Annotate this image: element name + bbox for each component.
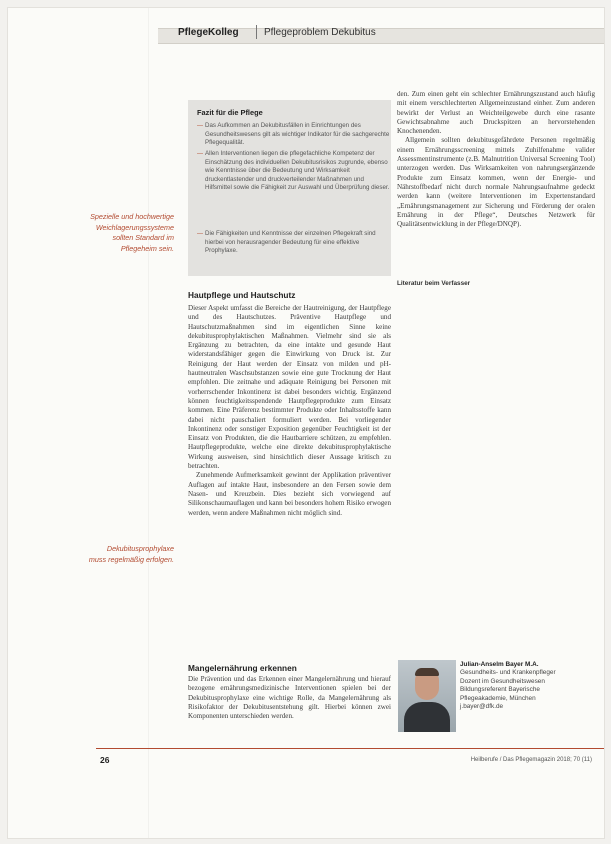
paragraph: den. Zum einen geht ein schlechter Ernährungszustand auch häufig mit einem verschlechterten Allgemeinzustand einher. Zum anderen bewirkt der Verlust an Weichteilgewebe durch eine rasante Gewichtsabnahme auch Druckspitzen an hervorstehenden Knochenenden.	[397, 90, 595, 136]
footer-rule	[96, 748, 604, 749]
author-photo	[398, 660, 456, 732]
page-number: 26	[100, 755, 110, 765]
fazit-item: — Die Fähigkeiten und Kenntnisse der einzelnen Pflegekraft sind hierbei von herausragender Bedeutung für eine effektive Prophylaxe.	[197, 230, 391, 256]
fazit-item: — Das Aufkommen an Dekubitusfällen in Einrichtungen des Gesundheitswesens gilt als wichtiger Indikator für die sachgerechte Pflegequalität.	[197, 122, 391, 148]
hautpflege-text	[188, 304, 391, 518]
side-note-weichlagerung: Spezielle und hochwertige Weichlagerungssysteme sollten Standard im Pflegeheim sein.	[90, 212, 174, 253]
magazine-brand: PflegeKolleg	[178, 27, 239, 38]
footer-source: Heilberufe / Das Pflegemagazin 2018; 70 (11)	[470, 757, 592, 763]
paragraph: Die Prävention und das Erkennen einer Mangelernährung und hierauf bezogene ernährungsmedizinische Interventionen spielen bei der Dekubitusprophylaxe eine wichtige Rolle, da Mangelernährung als Risikofaktor der Dekubitusentstehung gilt. Hierbei können zwei Komponenten unterschieden werden.	[188, 675, 391, 721]
side-note-prophylaxe: Dekubitusprophylaxe muss regelmäßig erfolgen.	[88, 544, 174, 564]
paragraph: Allgemein sollten dekubitusgefährdete Personen regelmäßig einem Ernährungsscreening mittels Zuhilfenahme valider Assessmentinstrumente (z.B. Malnutrition Universal Screening Tool) unterzogen werden. Das Wirksamkeiten von nahrungsergänzende Produkte zum Einsatz kommen, wenn der Energie- und Nährstoffbedarf nicht durch normale Nahrungsaufnahme gedeckt werden kann (weitere Interventionen im Expertenstandard „Ernährungsmanagement zur Sicherung und Förderung der oralen Ernährung in der Pflege“, Deutsches Netzwerk für Qualitätsentwicklung in der Pflege/DNQP).	[397, 136, 595, 229]
heading-hautpflege: Hautpflege und Hautschutz	[188, 290, 296, 300]
author-line: Bildungsreferent Bayerische	[460, 686, 540, 694]
fazit-item: — Allen Interventionen liegen die pflegefachliche Kompetenz der Einschätzung des individuellen Dekubitusrisikos zugrunde, ebenso wie Kenntnisse über die Bedeutung und Wirksamkeit druckentlastender und druckverteilender Maßnahmen und Hilfsmittel sowie die Fähigkeit zur Auswahl und Überprüfung dieser.	[197, 150, 391, 193]
author-line: Dozent im Gesundheitswesen	[460, 677, 545, 685]
author-name: Julian-Anselm Bayer M.A.	[460, 661, 539, 668]
author-line: Gesundheits- und Krankenpfleger	[460, 669, 556, 677]
author-email: j.bayer@dfk.de	[460, 703, 504, 711]
literature-note: Literatur beim Verfasser	[397, 280, 471, 287]
right-column-text	[397, 90, 595, 229]
paragraph: Zunehmende Aufmerksamkeit gewinnt der Applikation präventiver Auflagen auf intakte Haut, insbesondere an den Fersen sowie dem Nasen- und Kreuzbein. Dies bezieht sich vorwiegend auf Silikonschaumauflagen und kann bei besonders hohem Risiko erwogen werden, wenn andere Maßnahmen nicht möglich sind.	[188, 471, 391, 517]
header-separator	[256, 25, 257, 39]
author-line: Pflegeakademie, München	[460, 694, 536, 702]
paragraph: Dieser Aspekt umfasst die Bereiche der Hautreinigung, der Hautpflege und des Hautschutzes. Präventive Hautpflege und Hautschutzmaßnahmen sind im eigentlichen Sinne keine dekubitusprophylaktischen Maßnahmen. Vielmehr sind sie als Ergänzung zu betrachten, da eine intakte und gesunde Haut widerstandsfähiger gegen die Einwirkung von Druck ist. Zur Reinigung der Haut werden der Einsatz von milden und pH-hautneutralen Waschsubstanzen sowie eine gute Trocknung der Haut empfohlen. Die zeitnahe und adäquate Reinigung bei Personen mit vorherrschender Inkontinenz ist dabei besonders wichtig. Ergänzend können feuchtigkeitsspendende Hautpflegeprodukte zum Einsatz kommen. Eine Präferenz bestimmter Produkte oder Inhaltsstoffe kann dabei nicht pauschaliert formuliert werden. Bei vorliegender Inkontinenz oder sonstiger Exposition gegenüber Feuchtigkeit ist der Einsatz von Produkten, die die Hautbarriere schützen, zu empfehlen. Hautpflegeprodukte, welche eine direkte dekubitusprophylaktische Wirkung ausweisen, sind hinsichtlich dieser Aussage kritisch zu betrachten.	[188, 304, 391, 471]
page-fold	[148, 8, 149, 838]
magazine-page	[8, 8, 604, 838]
author-info	[460, 661, 600, 711]
photo-hair	[415, 668, 439, 676]
mangel-text	[188, 675, 391, 721]
fazit-title: Fazit für die Pflege	[197, 108, 263, 117]
heading-mangelernaehrung: Mangelernährung erkennen	[188, 663, 297, 673]
fazit-box	[188, 100, 391, 276]
section-title: Pflegeproblem Dekubitus	[264, 27, 376, 38]
page-header	[8, 14, 604, 56]
photo-shirt	[404, 702, 450, 732]
